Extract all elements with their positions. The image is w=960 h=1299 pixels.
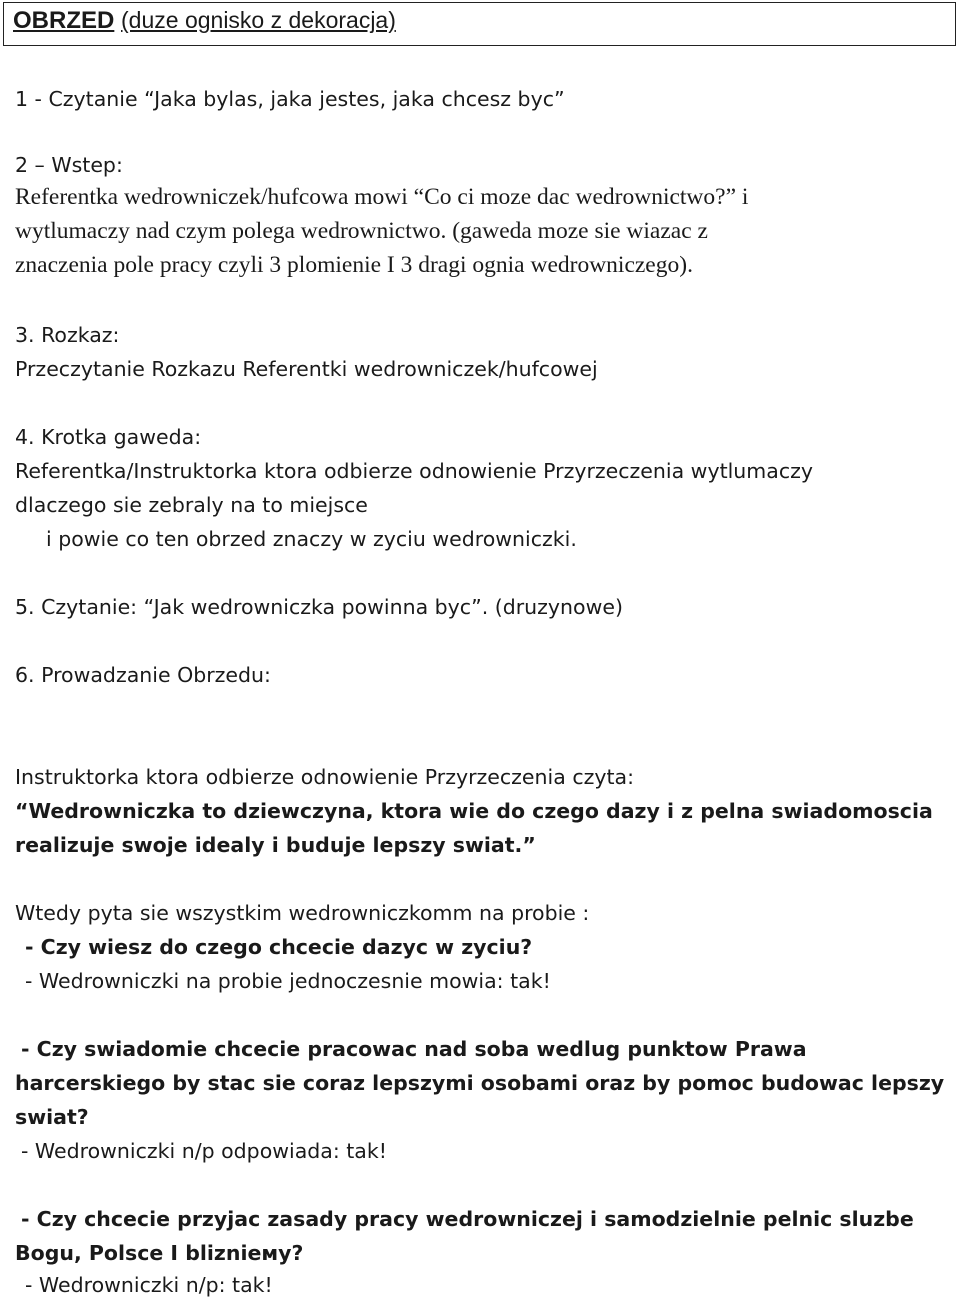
question-2-line-3: swiat?	[15, 1105, 89, 1129]
section-2-line-2: wytlumaczy nad czym polega wedrownictwo. (gaweda moze sie wiazac z	[15, 218, 708, 244]
section-3-line-1: Przeczytanie Rozkazu Referentki wedrowniczek/hufcowej	[15, 357, 598, 381]
section-3-heading: 3. Rozkaz:	[15, 323, 120, 347]
reading-intro: Instruktorka ktora odbierze odnowienie Przyrzeczenia czyta:	[15, 765, 634, 789]
section-2-line-3: znaczenia pole pracy czyli 3 plomienie I 3 dragi ognia wedrowniczego).	[15, 252, 693, 278]
section-2-heading: 2 – Wstep:	[15, 153, 123, 177]
quote-line-1: “Wedrowniczka to dziewczyna, ktora wie do czego dazy i z pelna swiadomoscia	[15, 799, 933, 823]
section-4-line-2: dlaczego sie zebraly na to miejsce	[15, 493, 368, 517]
questions-intro: Wtedy pyta sie wszystkim wedrowniczkomm na probie :	[15, 901, 590, 925]
question-1: - Czy wiesz do czego chcecie dazyc w zyciu?	[25, 935, 533, 959]
question-3-line-2: Bogu, Polsce I bliznieму?	[15, 1241, 304, 1265]
answer-2: - Wedrowniczki n/p odpowiada: tak!	[21, 1139, 387, 1163]
section-6-heading: 6. Prowadzanie Obrzedu:	[15, 663, 271, 687]
question-3-line-1: - Czy chcecie przyjac zasady pracy wedrowniczej i samodzielnie pelnic sluzbe	[21, 1207, 914, 1231]
section-1: 1 - Czytanie “Jaka bylas, jaka jestes, jaka chcesz byc”	[15, 87, 565, 111]
quote-line-2: realizuje swoje idealy i buduje lepszy swiat.”	[15, 833, 536, 857]
section-2-line-1: Referentka wedrowniczek/hufcowa mowi “Co ci moze dac wedrownictwo?” i	[15, 184, 749, 210]
section-4-heading: 4. Krotka gaweda:	[15, 425, 202, 449]
answer-1: - Wedrowniczki na probie jednoczesnie mowia: tak!	[25, 969, 551, 993]
question-2-line-1: - Czy swiadomie chcecie pracowac nad soba wedlug punktow Prawa	[21, 1037, 807, 1061]
section-4-line-3: i powie co ten obrzed znaczy w zyciu wedrowniczki.	[46, 527, 577, 551]
question-2-line-2: harcerskiego by stac sie coraz lepszymi osobami oraz by pomoc budowac lepszy	[15, 1071, 945, 1095]
section-4-line-1: Referentka/Instruktorka ktora odbierze odnowienie Przyrzeczenia wytlumaczy	[15, 459, 813, 483]
answer-3: - Wedrowniczki n/p: tak!	[25, 1273, 273, 1297]
title-line	[13, 7, 396, 35]
section-5: 5. Czytanie: “Jak wedrowniczka powinna byc”. (druzynowe)	[15, 595, 623, 619]
document-subtitle: (duze ognisko z dekoracja)	[121, 7, 396, 33]
document-title: OBRZED	[13, 7, 115, 34]
